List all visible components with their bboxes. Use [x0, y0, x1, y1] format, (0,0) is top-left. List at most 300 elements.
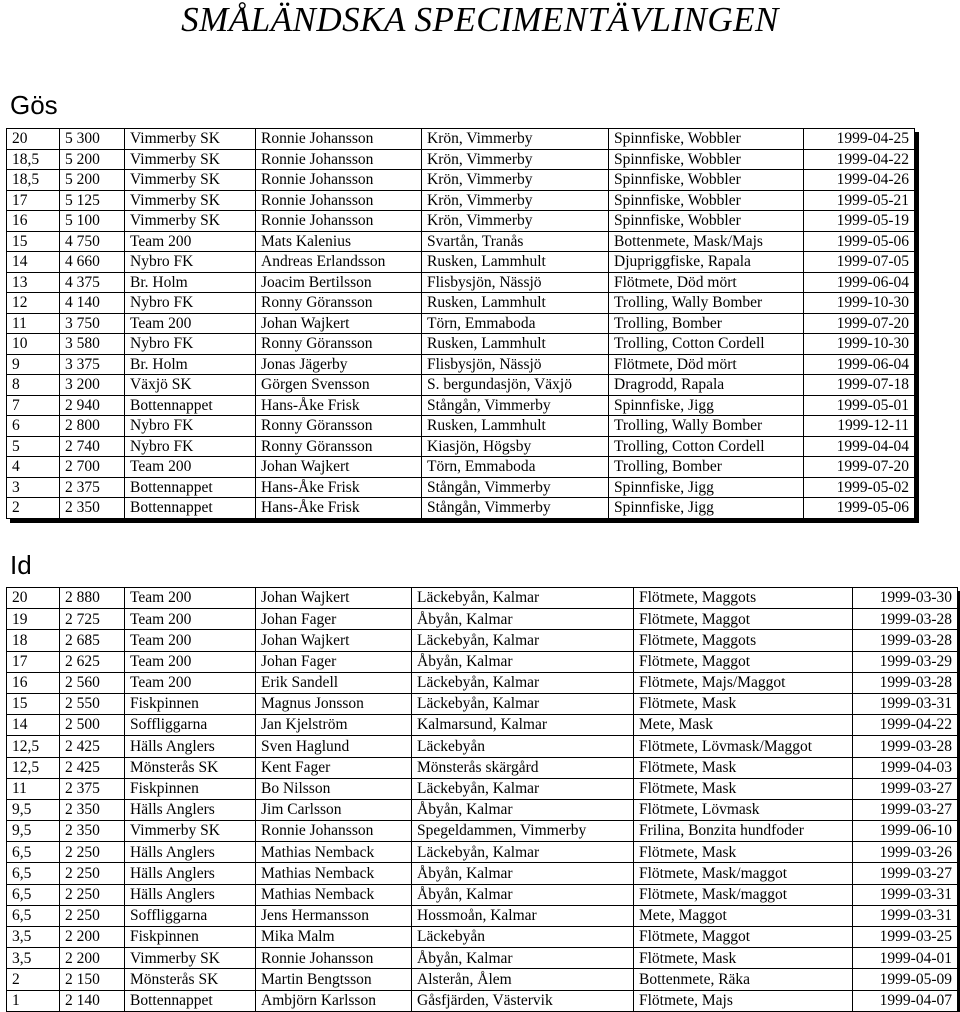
weight-cell: 2 740 — [60, 436, 125, 457]
points-cell: 20 — [7, 588, 60, 609]
club-cell: Hälls Anglers — [125, 884, 256, 905]
method-cell: Flötmete, Lövmask/Maggot — [634, 736, 853, 757]
method-cell: Spinnfiske, Jigg — [609, 477, 804, 498]
location-cell: Svartån, Tranås — [422, 231, 609, 252]
location-cell: Läckebyån, Kalmar — [412, 588, 634, 609]
points-cell: 17 — [7, 190, 60, 211]
angler-cell: Hans-Åke Frisk — [256, 477, 422, 498]
method-cell: Mete, Maggot — [634, 905, 853, 926]
angler-cell: Andreas Erlandsson — [256, 252, 422, 273]
table-row — [7, 457, 915, 478]
club-cell: Br. Holm — [125, 272, 256, 293]
date-cell: 1999-05-06 — [804, 498, 915, 519]
angler-cell: Jonas Jägerby — [256, 354, 422, 375]
location-cell: Rusken, Lammhult — [422, 334, 609, 355]
table-row — [7, 609, 958, 630]
angler-cell: Ronny Göransson — [256, 334, 422, 355]
angler-cell: Kent Fager — [256, 757, 412, 778]
location-cell: Läckebyån, Kalmar — [412, 672, 634, 693]
angler-cell: Ronnie Johansson — [256, 190, 422, 211]
club-cell: Fiskpinnen — [125, 927, 256, 948]
date-cell: 1999-07-18 — [804, 375, 915, 396]
angler-cell: Mathias Nemback — [256, 884, 412, 905]
points-cell: 11 — [7, 313, 60, 334]
method-cell: Flötmete, Mask — [634, 778, 853, 799]
location-cell: Läckebyån — [412, 736, 634, 757]
method-cell: Flötmete, Majs — [634, 990, 853, 1011]
date-cell: 1999-03-31 — [853, 905, 958, 926]
angler-cell: Magnus Jonsson — [256, 693, 412, 714]
angler-cell: Ronnie Johansson — [256, 149, 422, 170]
table-row — [7, 757, 958, 778]
method-cell: Mete, Mask — [634, 715, 853, 736]
angler-cell: Mats Kalenius — [256, 231, 422, 252]
weight-cell: 3 200 — [60, 375, 125, 396]
method-cell: Flötmete, Maggot — [634, 651, 853, 672]
club-cell: Vimmerby SK — [125, 170, 256, 191]
method-cell: Flötmete, Mask — [634, 842, 853, 863]
club-cell: Team 200 — [125, 457, 256, 478]
date-cell: 1999-04-03 — [853, 757, 958, 778]
angler-cell: Ambjörn Karlsson — [256, 990, 412, 1011]
method-cell: Flötmete, Död mört — [609, 272, 804, 293]
club-cell: Vimmerby SK — [125, 129, 256, 150]
location-cell: Läckebyån, Kalmar — [412, 630, 634, 651]
angler-cell: Johan Wajkert — [256, 313, 422, 334]
angler-cell: Joacim Bertilsson — [256, 272, 422, 293]
points-cell: 8 — [7, 375, 60, 396]
table-row — [7, 736, 958, 757]
table-row — [7, 778, 958, 799]
location-cell: Läckebyån, Kalmar — [412, 693, 634, 714]
club-cell: Vimmerby SK — [125, 190, 256, 211]
weight-cell: 2 700 — [60, 457, 125, 478]
angler-cell: Sven Haglund — [256, 736, 412, 757]
club-cell: Br. Holm — [125, 354, 256, 375]
table-row — [7, 334, 915, 355]
location-cell: Rusken, Lammhult — [422, 416, 609, 437]
club-cell: Team 200 — [125, 231, 256, 252]
club-cell: Bottennappet — [125, 990, 256, 1011]
method-cell: Flötmete, Mask — [634, 948, 853, 969]
weight-cell: 5 125 — [60, 190, 125, 211]
angler-cell: Mathias Nemback — [256, 863, 412, 884]
points-cell: 15 — [7, 693, 60, 714]
weight-cell: 2 350 — [60, 821, 125, 842]
date-cell: 1999-04-22 — [853, 715, 958, 736]
points-cell: 9 — [7, 354, 60, 375]
weight-cell: 2 200 — [60, 948, 125, 969]
method-cell: Bottenmete, Mask/Majs — [609, 231, 804, 252]
weight-cell: 2 250 — [60, 842, 125, 863]
weight-cell: 2 200 — [60, 927, 125, 948]
points-cell: 12 — [7, 293, 60, 314]
club-cell: Soffliggarna — [125, 715, 256, 736]
method-cell: Flötmete, Maggot — [634, 609, 853, 630]
angler-cell: Ronny Göransson — [256, 293, 422, 314]
club-cell: Vimmerby SK — [125, 211, 256, 232]
method-cell: Spinnfiske, Wobbler — [609, 170, 804, 191]
table-row — [7, 395, 915, 416]
angler-cell: Ronnie Johansson — [256, 170, 422, 191]
table-row — [7, 211, 915, 232]
points-cell: 10 — [7, 334, 60, 355]
angler-cell: Bo Nilsson — [256, 778, 412, 799]
angler-cell: Ronny Göransson — [256, 436, 422, 457]
date-cell: 1999-03-29 — [853, 651, 958, 672]
method-cell: Djupriggfiske, Rapala — [609, 252, 804, 273]
weight-cell: 2 375 — [60, 778, 125, 799]
location-cell: Åbyån, Kalmar — [412, 609, 634, 630]
club-cell: Nybro FK — [125, 436, 256, 457]
points-cell: 11 — [7, 778, 60, 799]
weight-cell: 3 750 — [60, 313, 125, 334]
angler-cell: Mathias Nemback — [256, 842, 412, 863]
weight-cell: 3 580 — [60, 334, 125, 355]
club-cell: Bottennappet — [125, 477, 256, 498]
points-cell: 2 — [7, 969, 60, 990]
method-cell: Flötmete, Död mört — [609, 354, 804, 375]
points-cell: 13 — [7, 272, 60, 293]
weight-cell: 2 250 — [60, 863, 125, 884]
location-cell: Spegeldammen, Vimmerby — [412, 821, 634, 842]
angler-cell: Jan Kjelström — [256, 715, 412, 736]
table-row — [7, 190, 915, 211]
location-cell: Kalmarsund, Kalmar — [412, 715, 634, 736]
weight-cell: 2 625 — [60, 651, 125, 672]
method-cell: Spinnfiske, Wobbler — [609, 129, 804, 150]
angler-cell: Ronnie Johansson — [256, 129, 422, 150]
table-row — [7, 672, 958, 693]
location-cell: Krön, Vimmerby — [422, 149, 609, 170]
club-cell: Team 200 — [125, 651, 256, 672]
club-cell: Fiskpinnen — [125, 693, 256, 714]
date-cell: 1999-05-06 — [804, 231, 915, 252]
location-cell: Flisbysjön, Nässjö — [422, 354, 609, 375]
section-title-gos: Gös — [10, 90, 58, 120]
date-cell: 1999-12-11 — [804, 416, 915, 437]
club-cell: Team 200 — [125, 588, 256, 609]
club-cell: Fiskpinnen — [125, 778, 256, 799]
weight-cell: 2 375 — [60, 477, 125, 498]
table-row — [7, 863, 958, 884]
weight-cell: 2 350 — [60, 498, 125, 519]
method-cell: Trolling, Bomber — [609, 313, 804, 334]
table-row — [7, 231, 915, 252]
location-cell: Alsterån, Ålem — [412, 969, 634, 990]
method-cell: Trolling, Cotton Cordell — [609, 334, 804, 355]
angler-cell: Hans-Åke Frisk — [256, 498, 422, 519]
angler-cell: Johan Wajkert — [256, 630, 412, 651]
points-cell: 9,5 — [7, 821, 60, 842]
weight-cell: 2 250 — [60, 884, 125, 905]
weight-cell: 5 200 — [60, 149, 125, 170]
club-cell: Nybro FK — [125, 252, 256, 273]
method-cell: Flötmete, Lövmask — [634, 799, 853, 820]
location-cell: Stångån, Vimmerby — [422, 395, 609, 416]
table-row — [7, 630, 958, 651]
table-row — [7, 693, 958, 714]
method-cell: Flötmete, Maggot — [634, 927, 853, 948]
date-cell: 1999-03-27 — [853, 799, 958, 820]
location-cell: Hossmoån, Kalmar — [412, 905, 634, 926]
points-cell: 3 — [7, 477, 60, 498]
location-cell: Törn, Emmaboda — [422, 457, 609, 478]
method-cell: Spinnfiske, Wobbler — [609, 149, 804, 170]
points-cell: 6,5 — [7, 842, 60, 863]
club-cell: Team 200 — [125, 630, 256, 651]
points-cell: 6 — [7, 416, 60, 437]
results-table-gos — [6, 128, 915, 519]
club-cell: Mönsterås SK — [125, 969, 256, 990]
table-row — [7, 651, 958, 672]
angler-cell: Johan Wajkert — [256, 457, 422, 478]
weight-cell: 2 550 — [60, 693, 125, 714]
date-cell: 1999-04-04 — [804, 436, 915, 457]
location-cell: Törn, Emmaboda — [422, 313, 609, 334]
table-row — [7, 927, 958, 948]
date-cell: 1999-04-25 — [804, 129, 915, 150]
method-cell: Flötmete, Maggots — [634, 630, 853, 651]
date-cell: 1999-03-26 — [853, 842, 958, 863]
table-row — [7, 313, 915, 334]
table-row — [7, 842, 958, 863]
weight-cell: 3 375 — [60, 354, 125, 375]
club-cell: Mönsterås SK — [125, 757, 256, 778]
date-cell: 1999-04-22 — [804, 149, 915, 170]
angler-cell: Johan Fager — [256, 651, 412, 672]
angler-cell: Ronnie Johansson — [256, 948, 412, 969]
method-cell: Spinnfiske, Jigg — [609, 498, 804, 519]
points-cell: 3,5 — [7, 927, 60, 948]
date-cell: 1999-03-27 — [853, 778, 958, 799]
location-cell: Krön, Vimmerby — [422, 190, 609, 211]
points-cell: 2 — [7, 498, 60, 519]
weight-cell: 4 660 — [60, 252, 125, 273]
weight-cell: 2 800 — [60, 416, 125, 437]
date-cell: 1999-06-04 — [804, 272, 915, 293]
club-cell: Soffliggarna — [125, 905, 256, 926]
table-row — [7, 588, 958, 609]
points-cell: 14 — [7, 252, 60, 273]
weight-cell: 4 750 — [60, 231, 125, 252]
date-cell: 1999-07-20 — [804, 313, 915, 334]
method-cell: Dragrodd, Rapala — [609, 375, 804, 396]
points-cell: 12,5 — [7, 757, 60, 778]
page-title: SMÅLÄNDSKA SPECIMENTÄVLINGEN — [181, 0, 779, 39]
method-cell: Frilina, Bonzita hundfoder — [634, 821, 853, 842]
method-cell: Flötmete, Mask — [634, 693, 853, 714]
date-cell: 1999-10-30 — [804, 334, 915, 355]
method-cell: Bottenmete, Räka — [634, 969, 853, 990]
table-row — [7, 354, 915, 375]
method-cell: Spinnfiske, Jigg — [609, 395, 804, 416]
location-cell: Åbyån, Kalmar — [412, 651, 634, 672]
table-row — [7, 293, 915, 314]
date-cell: 1999-05-01 — [804, 395, 915, 416]
club-cell: Vimmerby SK — [125, 821, 256, 842]
points-cell: 6,5 — [7, 863, 60, 884]
points-cell: 6,5 — [7, 905, 60, 926]
location-cell: Åbyån, Kalmar — [412, 948, 634, 969]
club-cell: Hälls Anglers — [125, 799, 256, 820]
location-cell: Rusken, Lammhult — [422, 293, 609, 314]
weight-cell: 2 250 — [60, 905, 125, 926]
table-row — [7, 799, 958, 820]
location-cell: Flisbysjön, Nässjö — [422, 272, 609, 293]
club-cell: Bottennappet — [125, 395, 256, 416]
table-row — [7, 990, 958, 1011]
angler-cell: Jim Carlsson — [256, 799, 412, 820]
weight-cell: 2 425 — [60, 757, 125, 778]
table-row — [7, 715, 958, 736]
table-row — [7, 416, 915, 437]
date-cell: 1999-07-05 — [804, 252, 915, 273]
location-cell: Krön, Vimmerby — [422, 129, 609, 150]
location-cell: Krön, Vimmerby — [422, 170, 609, 191]
table-row — [7, 170, 915, 191]
table-row — [7, 252, 915, 273]
angler-cell: Mika Malm — [256, 927, 412, 948]
method-cell: Flötmete, Mask — [634, 757, 853, 778]
points-cell: 15 — [7, 231, 60, 252]
location-cell: Läckebyån, Kalmar — [412, 778, 634, 799]
location-cell: Läckebyån, Kalmar — [412, 842, 634, 863]
table-row — [7, 884, 958, 905]
club-cell: Team 200 — [125, 313, 256, 334]
method-cell: Trolling, Wally Bomber — [609, 293, 804, 314]
date-cell: 1999-06-04 — [804, 354, 915, 375]
table-row — [7, 149, 915, 170]
date-cell: 1999-03-28 — [853, 630, 958, 651]
table-row — [7, 272, 915, 293]
weight-cell: 4 140 — [60, 293, 125, 314]
location-cell: Krön, Vimmerby — [422, 211, 609, 232]
points-cell: 18,5 — [7, 149, 60, 170]
club-cell: Hälls Anglers — [125, 863, 256, 884]
table-row — [7, 498, 915, 519]
date-cell: 1999-05-02 — [804, 477, 915, 498]
date-cell: 1999-03-28 — [853, 609, 958, 630]
angler-cell: Ronnie Johansson — [256, 211, 422, 232]
location-cell: Läckebyån — [412, 927, 634, 948]
weight-cell: 4 375 — [60, 272, 125, 293]
club-cell: Team 200 — [125, 672, 256, 693]
table-row — [7, 436, 915, 457]
method-cell: Trolling, Cotton Cordell — [609, 436, 804, 457]
weight-cell: 2 560 — [60, 672, 125, 693]
table-row — [7, 821, 958, 842]
date-cell: 1999-03-31 — [853, 693, 958, 714]
club-cell: Team 200 — [125, 609, 256, 630]
points-cell: 5 — [7, 436, 60, 457]
angler-cell: Martin Bengtsson — [256, 969, 412, 990]
method-cell: Trolling, Bomber — [609, 457, 804, 478]
points-cell: 6,5 — [7, 884, 60, 905]
method-cell: Spinnfiske, Wobbler — [609, 190, 804, 211]
date-cell: 1999-03-27 — [853, 863, 958, 884]
points-cell: 16 — [7, 672, 60, 693]
table-row — [7, 129, 915, 150]
club-cell: Nybro FK — [125, 334, 256, 355]
weight-cell: 2 350 — [60, 799, 125, 820]
weight-cell: 2 880 — [60, 588, 125, 609]
table-row — [7, 948, 958, 969]
angler-cell: Ronnie Johansson — [256, 821, 412, 842]
club-cell: Vimmerby SK — [125, 948, 256, 969]
angler-cell: Hans-Åke Frisk — [256, 395, 422, 416]
date-cell: 1999-04-01 — [853, 948, 958, 969]
location-cell: Åbyån, Kalmar — [412, 884, 634, 905]
angler-cell: Erik Sandell — [256, 672, 412, 693]
points-cell: 3,5 — [7, 948, 60, 969]
weight-cell: 2 150 — [60, 969, 125, 990]
weight-cell: 2 685 — [60, 630, 125, 651]
method-cell: Flötmete, Maggots — [634, 588, 853, 609]
weight-cell: 2 425 — [60, 736, 125, 757]
location-cell: Gåsfjärden, Västervik — [412, 990, 634, 1011]
date-cell: 1999-03-31 — [853, 884, 958, 905]
weight-cell: 2 725 — [60, 609, 125, 630]
points-cell: 7 — [7, 395, 60, 416]
points-cell: 18 — [7, 630, 60, 651]
location-cell: S. bergundasjön, Växjö — [422, 375, 609, 396]
table-row — [7, 969, 958, 990]
points-cell: 14 — [7, 715, 60, 736]
date-cell: 1999-04-26 — [804, 170, 915, 191]
method-cell: Trolling, Wally Bomber — [609, 416, 804, 437]
date-cell: 1999-07-20 — [804, 457, 915, 478]
location-cell: Stångån, Vimmerby — [422, 477, 609, 498]
location-cell: Åbyån, Kalmar — [412, 863, 634, 884]
angler-cell: Johan Fager — [256, 609, 412, 630]
points-cell: 12,5 — [7, 736, 60, 757]
points-cell: 19 — [7, 609, 60, 630]
date-cell: 1999-03-30 — [853, 588, 958, 609]
date-cell: 1999-03-28 — [853, 736, 958, 757]
method-cell: Flötmete, Mask/maggot — [634, 884, 853, 905]
points-cell: 9,5 — [7, 799, 60, 820]
weight-cell: 2 140 — [60, 990, 125, 1011]
location-cell: Åbyån, Kalmar — [412, 799, 634, 820]
weight-cell: 5 100 — [60, 211, 125, 232]
date-cell: 1999-10-30 — [804, 293, 915, 314]
table-row — [7, 477, 915, 498]
date-cell: 1999-04-07 — [853, 990, 958, 1011]
points-cell: 16 — [7, 211, 60, 232]
club-cell: Hälls Anglers — [125, 736, 256, 757]
points-cell: 4 — [7, 457, 60, 478]
club-cell: Nybro FK — [125, 416, 256, 437]
points-cell: 18,5 — [7, 170, 60, 191]
angler-cell: Johan Wajkert — [256, 588, 412, 609]
results-table-id — [6, 587, 958, 1012]
points-cell: 17 — [7, 651, 60, 672]
weight-cell: 2 940 — [60, 395, 125, 416]
angler-cell: Jens Hermansson — [256, 905, 412, 926]
table-row — [7, 375, 915, 396]
club-cell: Vimmerby SK — [125, 149, 256, 170]
location-cell: Mönsterås skärgård — [412, 757, 634, 778]
weight-cell: 5 200 — [60, 170, 125, 191]
club-cell: Växjö SK — [125, 375, 256, 396]
table-row — [7, 905, 958, 926]
location-cell: Rusken, Lammhult — [422, 252, 609, 273]
method-cell: Flötmete, Mask/maggot — [634, 863, 853, 884]
location-cell: Stångån, Vimmerby — [422, 498, 609, 519]
club-cell: Bottennappet — [125, 498, 256, 519]
section-title-id: Id — [10, 550, 32, 580]
